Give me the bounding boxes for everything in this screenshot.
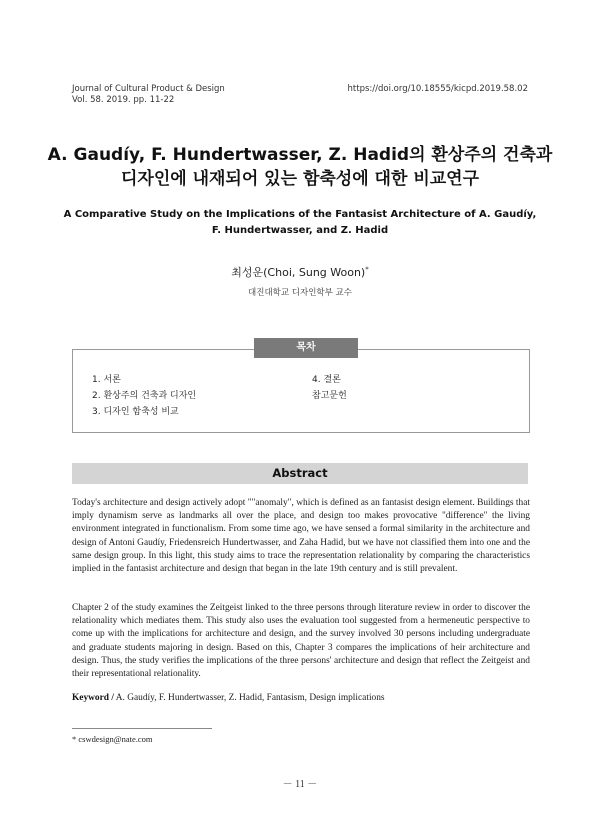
toc-item: 참고문헌 [312, 391, 347, 401]
footnote-email: * cswdesign@nate.com [72, 734, 153, 744]
doi-link[interactable]: https://doi.org/10.18555/kicpd.2019.58.02 [347, 84, 528, 94]
author-affiliation: 대진대학교 디자인학부 교수 [248, 288, 352, 298]
author-footnote-mark: * [365, 265, 369, 274]
title-korean-line2: 디자인에 내재되어 있는 함축성에 대한 비교연구 [120, 169, 480, 189]
abstract-heading: Abstract [72, 463, 528, 484]
title-english-line1: A Comparative Study on the Implications of the Fantasist Architecture of A. Gaudíy, [63, 209, 537, 220]
volume-info: Vol. 58. 2019. pp. 11-22 [72, 95, 175, 105]
author-line [0, 264, 600, 280]
page-number: － 11 － [282, 779, 318, 790]
toc-item: 1. 서론 [92, 375, 121, 385]
abstract-paragraph-1: Today's architecture and design actively adopt ""anomaly", which is defined as an fantasist design element. Buildings that imply dynamism serve as landmarks all over the place, and design too makes provocative "difference" the living environment integrated in functionalism. From some time ago, we have sensed a formal similarity in the architecture and design of Antoni Gaudíy, Friedensreich Hundertwasser, and Zaha Hadid, but we have not classified them into one and the same design group. In this light, this study aims to trace the representation relationality by comparing the characteristics implied in the fantasist architecture and design that began in the late 19th century and is still prevalent. [72, 498, 530, 575]
abstract-paragraph-2: Chapter 2 of the study examines the Zeitgeist linked to the three persons through literature review in order to discover the relationality which mediates them. This study also uses the evaluation tool suggested from a hermeneutic perspective to come up with the implications for architecture and design, and the survey involved 30 persons including undergraduate and graduate students majoring in design. Based on this, Chapter 3 compares the implications of heir architecture and design. Thus, the study verifies the implications of the three persons' architecture and design that reflect the Zeitgeist and their representational relationality. [72, 603, 530, 680]
footnote-divider [72, 728, 212, 729]
keyword-line [72, 693, 385, 703]
toc-item: 4. 결론 [312, 375, 341, 385]
keyword-label: Keyword / [72, 693, 114, 703]
toc-item: 3. 디자인 함축성 비교 [92, 407, 179, 417]
journal-name: Journal of Cultural Product & Design [72, 84, 225, 94]
toc-heading: 목차 [254, 338, 358, 358]
toc-item: 2. 환상주의 건축과 디자인 [92, 391, 197, 401]
keyword-text: A. Gaudíy, F. Hundertwasser, Z. Hadid, Fantasism, Design implications [115, 693, 385, 703]
title-korean-line1: A. Gaudíy, F. Hundertwasser, Z. Hadid의 환상주의 건축과 [47, 145, 553, 165]
author-name: 최성운(Choi, Sung Woon) [231, 266, 366, 279]
title-english-line2: F. Hundertwasser, and Z. Hadid [211, 225, 389, 236]
